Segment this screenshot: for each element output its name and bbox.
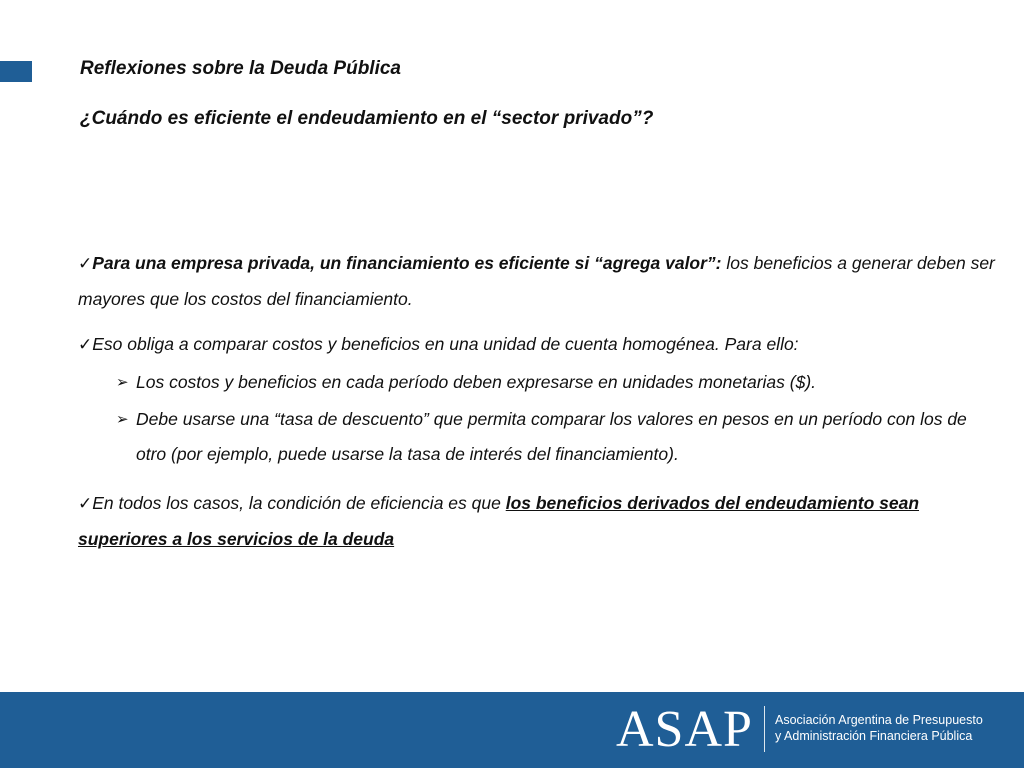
sub-bullet-1-text: Los costos y beneficios en cada período deben expresarse en unidades monetarias ($). bbox=[136, 372, 817, 392]
sub-bullet-list bbox=[78, 365, 998, 472]
page-title: Reflexiones sobre la Deuda Pública bbox=[80, 58, 401, 79]
sub-bullet-1 bbox=[78, 365, 998, 400]
sub-bullet-2-text: Debe usarse una “tasa de descuento” que permita comparar los valores en pesos en un período con los de otro (por ejemplo, puede usarse la tasa de interés del financiamiento). bbox=[136, 409, 967, 464]
bullet-3-underlined-text: los beneficios derivados del endeudamiento sean superiores a los servicios de la deuda bbox=[78, 493, 920, 549]
arrow-bullet-icon: ➢ bbox=[116, 410, 129, 428]
asap-logo: ASAP bbox=[616, 701, 753, 758]
checkmark-icon: ✓ bbox=[78, 335, 93, 355]
bullet-1-text: los beneficios a generar deben ser mayores que los costos del financiamiento. bbox=[78, 253, 995, 309]
bullet-1 bbox=[78, 246, 998, 317]
organization-name bbox=[775, 712, 983, 744]
bullet-3 bbox=[78, 486, 998, 557]
page-subtitle: ¿Cuándo es eficiente el endeudamiento en el “sector privado”? bbox=[80, 108, 654, 129]
bullet-2-text: Eso obliga a comparar costos y beneficios en una unidad de cuenta homogénea. Para ello: bbox=[92, 334, 799, 354]
footer-bar bbox=[0, 692, 1024, 768]
bullet-3-text: En todos los casos, la condición de eficiencia es que bbox=[92, 493, 506, 513]
footer-divider bbox=[764, 706, 765, 752]
arrow-bullet-icon: ➢ bbox=[116, 373, 129, 391]
checkmark-icon: ✓ bbox=[78, 254, 93, 274]
organization-line-2: y Administración Financiera Pública bbox=[775, 729, 973, 743]
sub-bullet-2 bbox=[78, 402, 998, 472]
bullet-1-bold-text: Para una empresa privada, un financiamiento es eficiente si “agrega valor”: bbox=[92, 253, 722, 273]
checkmark-icon: ✓ bbox=[78, 494, 93, 514]
organization-line-1: Asociación Argentina de Presupuesto bbox=[775, 713, 983, 727]
bullet-2 bbox=[78, 327, 998, 472]
slide-content bbox=[78, 246, 998, 557]
accent-bar bbox=[0, 61, 32, 82]
